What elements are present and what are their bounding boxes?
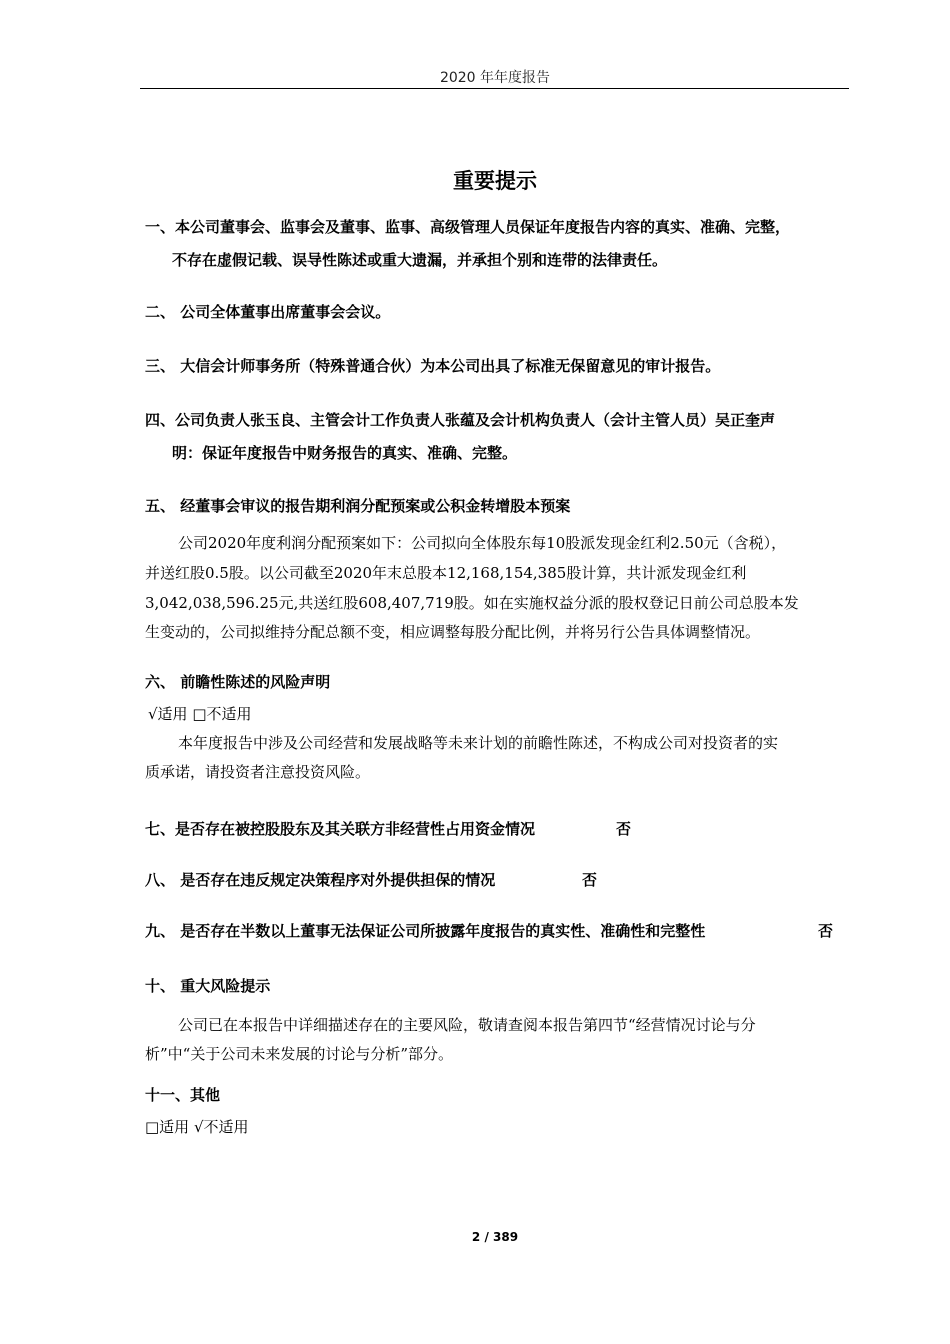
item-5-para-1: 公司2020年度利润分配预案如下：公司拟向全体股东每10股派发现金红利2.50元（含税）， [178,534,787,552]
item-1-line-2: 不存在虚假记载、误导性陈述或重大遗漏，并承担个别和连带的法律责任。 [172,251,668,269]
item-6-para-1: 本年度报告中涉及公司经营和发展战略等未来计划的前瞻性陈述，不构成公司对投资者的实 [178,734,779,752]
item-6-heading: 六、 前瞻性陈述的风险声明 [145,673,331,691]
item-4-line-1: 四、公司负责人张玉良、主管会计工作负责人张蕴及会计机构负责人（会计主管人员）吴正奎声 [145,411,776,429]
item-5-para-3: 3,042,038,596.25元,共送红股608,407,719股。如在实施权益分派的股权登记日前公司总股本发 [145,594,799,612]
item-10-heading: 十、 重大风险提示 [145,977,271,995]
item-7: 七、是否存在被控股股东及其关联方非经营性占用资金情况 [145,820,536,838]
page-header: 2020 年年度报告 [439,70,551,86]
page-title: 重要提示 [453,169,537,193]
page-number: 2 / 389 [471,1230,519,1244]
item-8: 八、 是否存在违反规定决策程序对外提供担保的情况 [145,871,496,889]
item-9: 九、 是否存在半数以上董事无法保证公司所披露年度报告的真实性、准确性和完整性 [145,922,706,940]
item-2: 二、 公司全体董事出席董事会会议。 [145,303,391,321]
item-5-para-4: 生变动的，公司拟维持分配总额不变，相应调整每股分配比例，并将另行公告具体调整情况。 [145,623,761,641]
item-7-answer: 否 [616,820,632,838]
item-8-answer: 否 [582,871,598,889]
item-10-para-1: 公司已在本报告中详细描述存在的主要风险，敬请查阅本报告第四节“经营情况讨论与分 [178,1016,756,1034]
item-6-para-2: 质承诺，请投资者注意投资风险。 [145,763,371,781]
item-6-applicability: √适用 □不适用 [148,705,252,723]
item-1-line-1: 一、本公司董事会、监事会及董事、监事、高级管理人员保证年度报告内容的真实、准确、完整， [145,218,791,236]
item-9-answer: 否 [818,922,834,940]
item-3: 三、 大信会计师事务所（特殊普通合伙）为本公司出具了标准无保留意见的审计报告。 [145,357,721,375]
item-5-heading: 五、 经董事会审议的报告期利润分配预案或公积金转增股本预案 [145,497,571,515]
item-10-para-2: 析”中“关于公司未来发展的讨论与分析”部分。 [145,1045,454,1063]
item-5-para-2: 并送红股0.5股。以公司截至2020年末总股本12,168,154,385股计算，共计派发现金红利 [145,564,747,582]
item-4-line-2: 明：保证年度报告中财务报告的真实、准确、完整。 [172,444,518,462]
header-rule [140,88,849,89]
item-11-applicability: □适用 √不适用 [145,1118,249,1136]
item-11-heading: 十一、其他 [145,1086,221,1104]
